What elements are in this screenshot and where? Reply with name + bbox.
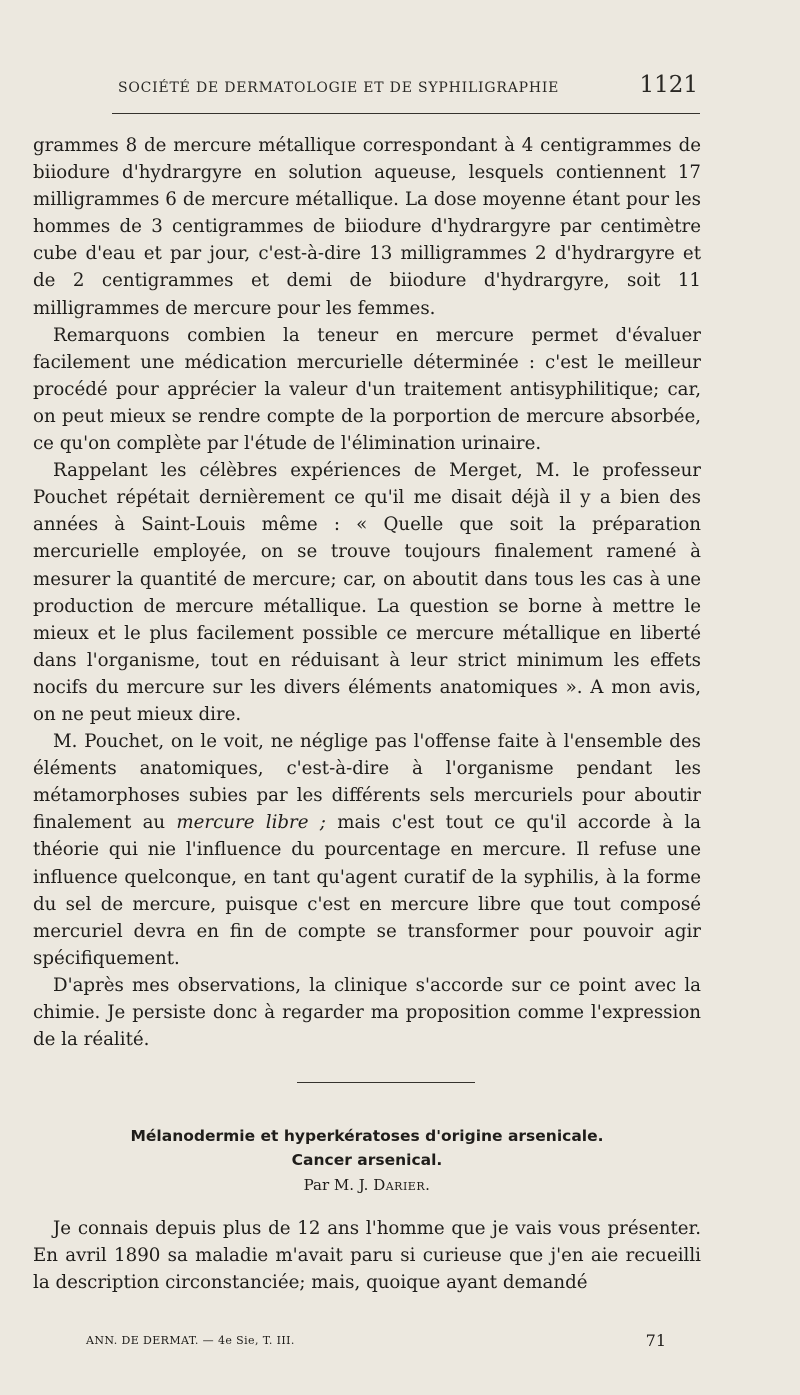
paragraph-4-start: M. Pouchet, on le voit, ne néglige pas l'offense faite à l'ensemble des éléments anatomiques, c'est-à-dire à l'organisme pendant les métamorphoses subies par les différents sels mercuriels pour aboutir finalement au	[33, 731, 701, 834]
paragraph-4-end: mais c'est tout ce qu'il accorde à la théorie qui nie l'influence du pourcentage en mercure. Il refuse une influence quelconque, en tant qu'agent curatif de la syphilis, à la forme du sel de mercure, puisque c'est en mercure libre que tout composé mercuriel devra en fin de compte se transformer pour pouvoir agir spécifiquement.	[33, 812, 702, 969]
section-title-line-2: Cancer arsenical.	[291, 1151, 443, 1169]
author-name: Darier.	[373, 1176, 431, 1194]
paragraph-2: Remarquons combien la teneur en mercure permet d'évaluer facilement une médication mercurielle déterminée : c'est le meilleur procédé pour apprécier la valeur d'un traitement antisyphilitique; car, on peut mieux se rendre compte de la porportion de mercure absorbée, ce qu'on complète par l'étude de l'élimination urinaire.	[33, 324, 701, 455]
page-footer	[86, 1331, 666, 1353]
section-title	[33, 1124, 701, 1172]
journal-signature: ANN. DE DERMAT. — 4e Sie, T. III.	[86, 1334, 295, 1347]
paragraph-4	[33, 728, 701, 972]
author-line	[33, 1176, 701, 1194]
page-number: 1121	[639, 72, 698, 98]
sheet-number: 71	[645, 1331, 666, 1350]
paragraph-1: grammes 8 de mercure métallique correspondant à 4 centigrammes de biiodure d'hydrargyre en solution aqueuse, lesquels contiennent 17 milligrammes 6 de mercure métallique. La dose moyenne étant pour les hommes de 3 centigrammes de biiodure d'hydrargyre par centimètre cube d'eau et par jour, c'est-à-dire 13 milligrammes 2 d'hydrargyre et de 2 centigrammes et demi de biiodure d'hydrargyre, soit 11 milligrammes de mercure pour les femmes.	[33, 135, 701, 319]
running-header	[33, 70, 700, 104]
paragraph-5: D'après mes observations, la clinique s'accorde sur ce point avec la chimie. Je persiste donc à regarder ma proposition comme l'expression de la réalité.	[33, 974, 701, 1051]
author-prefix: Par M. J.	[303, 1176, 374, 1194]
header-rule	[112, 113, 700, 114]
italic-phrase: mercure libre ;	[176, 812, 326, 834]
paragraph-3: Rappelant les célèbres expériences de Merget, M. le professeur Pouchet répétait dernièrement ce qu'il me disait déjà il y a bien des années à Saint-Louis même : « Quelle que soit la préparation mercurielle employée, on se trouve toujours finalement ramené à mesurer la quantité de mercure; car, on aboutit dans tous les cas à une production de mercure métallique. La question se borne à mettre le mieux et le plus facilement possible ce mercure métallique en liberté dans l'organisme, tout en réduisant à leur strict minimum les effets nocifs du mercure sur les divers éléments anatomiques ». A mon avis, on ne peut mieux dire.	[33, 460, 701, 725]
section-separator	[297, 1082, 475, 1083]
running-title: SOCIÉTÉ DE DERMATOLOGIE ET DE SYPHILIGRAPHIE	[118, 80, 560, 96]
section-title-line-1: Mélanodermie et hyperkératoses d'origine arsenicale.	[130, 1127, 604, 1145]
section-paragraph-1: Je connais depuis plus de 12 ans l'homme que je vais vous présenter. En avril 1890 sa maladie m'avait paru si curieuse que j'en aie recueilli la description circonstanciée; mais, quoique ayant demandé	[33, 1218, 701, 1294]
main-text	[33, 132, 701, 1053]
section-text	[33, 1215, 701, 1296]
